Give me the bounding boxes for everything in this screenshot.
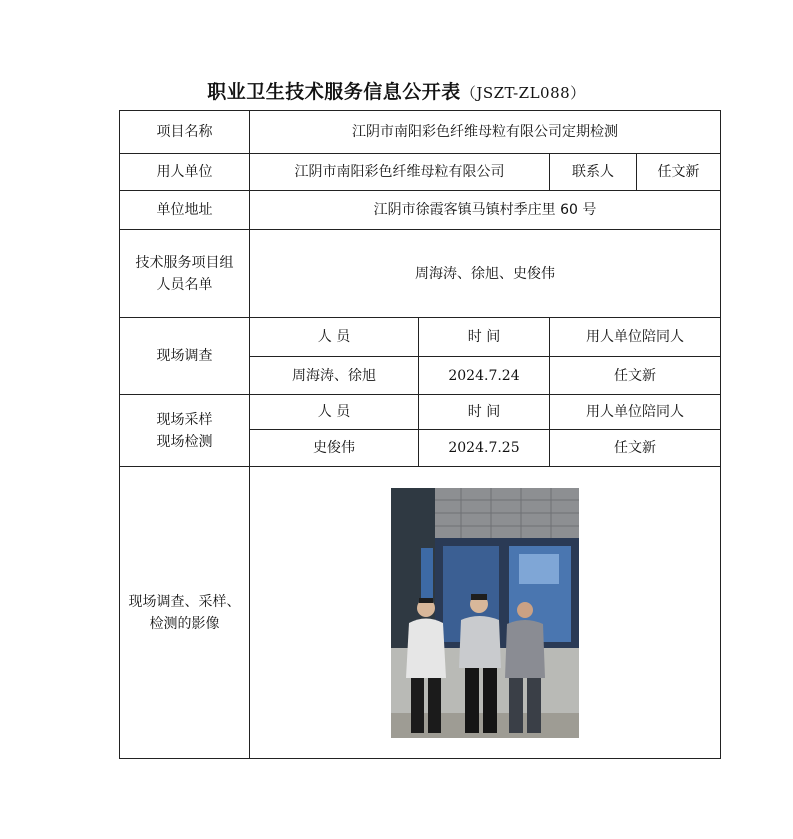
team-label-line2: 人员名单 [156,276,213,293]
team-value: 周海涛、徐旭、史俊伟 [250,230,721,318]
project-name-label: 项目名称 [120,111,250,154]
project-name-value: 江阴市南阳彩色纤维母粒有限公司定期检测 [250,111,721,154]
contact-label: 联系人 [550,154,637,191]
survey-label: 现场调查 [120,318,250,395]
sampling-label-line2: 现场检测 [156,433,213,450]
survey-time: 2024.7.24 [419,357,550,395]
survey-header-people: 人 员 [250,318,419,357]
sampling-time: 2024.7.25 [419,430,550,467]
row-sampling-header [120,395,721,430]
address-label: 单位地址 [120,191,250,230]
employer-value: 江阴市南阳彩色纤维母粒有限公司 [250,154,550,191]
images-label [120,467,250,759]
document-title [0,77,793,104]
employer-label: 用人单位 [120,154,250,191]
site-photo-illustration [391,488,579,738]
row-project-name [120,111,721,154]
row-team [120,230,721,318]
images-label-line1: 现场调查、采样、 [128,593,241,610]
contact-value: 任文新 [637,154,721,191]
title-text: 职业卫生技术服务信息公开表 [207,81,461,103]
info-table [119,110,721,759]
row-employer [120,154,721,191]
site-photo [391,488,579,738]
sampling-label [120,395,250,467]
images-cell [250,467,721,759]
survey-header-escort: 用人单位陪同人 [550,318,721,357]
sampling-people: 史俊伟 [250,430,419,467]
form-code: （JSZT-ZL088） [460,84,586,102]
sampling-header-escort: 用人单位陪同人 [550,395,721,430]
row-images [120,467,721,759]
address-value: 江阴市徐霞客镇马镇村季庄里 60 号 [250,191,721,230]
sampling-label-line1: 现场采样 [156,411,213,428]
sampling-escort: 任文新 [550,430,721,467]
row-address [120,191,721,230]
sampling-header-time: 时 间 [419,395,550,430]
images-label-line2: 检测的影像 [149,615,220,632]
survey-escort: 任文新 [550,357,721,395]
row-survey-header [120,318,721,357]
team-label-line1: 技术服务项目组 [135,254,234,271]
survey-header-time: 时 间 [419,318,550,357]
survey-people: 周海涛、徐旭 [250,357,419,395]
team-label [120,230,250,318]
sampling-header-people: 人 员 [250,395,419,430]
